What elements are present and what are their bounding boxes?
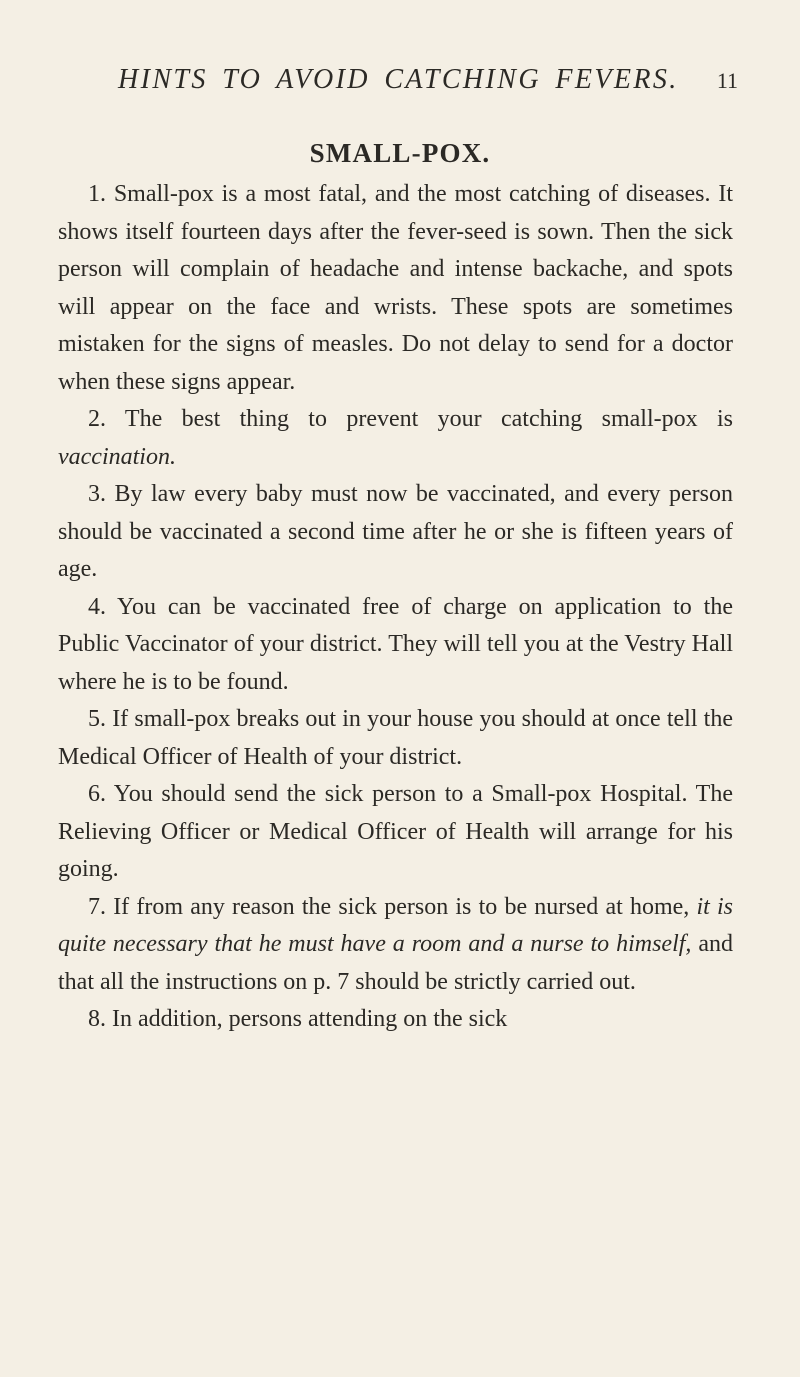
- section-title: SMALL-POX.: [309, 138, 491, 168]
- paragraph-7: [58, 889, 733, 1002]
- paragraph-3: 3. By law every baby must now be vaccinated, and every person should be vaccinated a second time after he or she is fifteen years of age.: [58, 481, 733, 582]
- running-head: [118, 64, 738, 104]
- paragraph-7-text-end: and that all the instructions on p. 7 should be strictly carried out.: [58, 931, 733, 995]
- paragraph-8: 8. In addition, persons attending on the sick: [88, 1006, 508, 1032]
- paragraph-6: 6. You should send the sick person to a Small-pox Hospital. The Relieving Officer or Medical Officer of Health will arrange for his going.: [58, 781, 733, 882]
- page-number: 11: [716, 68, 738, 93]
- paragraph-1: 1. Small-pox is a most fatal, and the most catching of diseases. It shows itself fourteen days after the fever-seed is sown. Then the sick person will complain of headache and intense backache, and spots will appear on the face and wrists. These spots are sometimes mistaken for the signs of measles. Do not delay to send for a doctor when these signs appear.: [58, 181, 733, 395]
- paragraph-7-text: 7. If from any reason the sick person is to be nursed at home,: [88, 893, 697, 920]
- running-title: HINTS TO AVOID CATCHING FEVERS.: [118, 64, 679, 95]
- paragraph-2-text: 2. The best thing to prevent your catching small-pox is: [88, 406, 733, 432]
- paragraph-4: 4. You can be vaccinated free of charge on application to the Public Vaccinator of your district. They will tell you at the Vestry Hall where he is to be found.: [58, 593, 733, 695]
- paragraph-2: [58, 401, 733, 476]
- body-text: [58, 176, 733, 1039]
- paragraph-2-emphasis: vaccination.: [58, 443, 176, 470]
- paragraph-5: 5. If small-pox breaks out in your house you should at once tell the Medical Officer of Health of your district.: [58, 706, 733, 770]
- paragraph-7-emphasis: it is quite necessary that he must have a room and a nurse to himself,: [58, 893, 733, 957]
